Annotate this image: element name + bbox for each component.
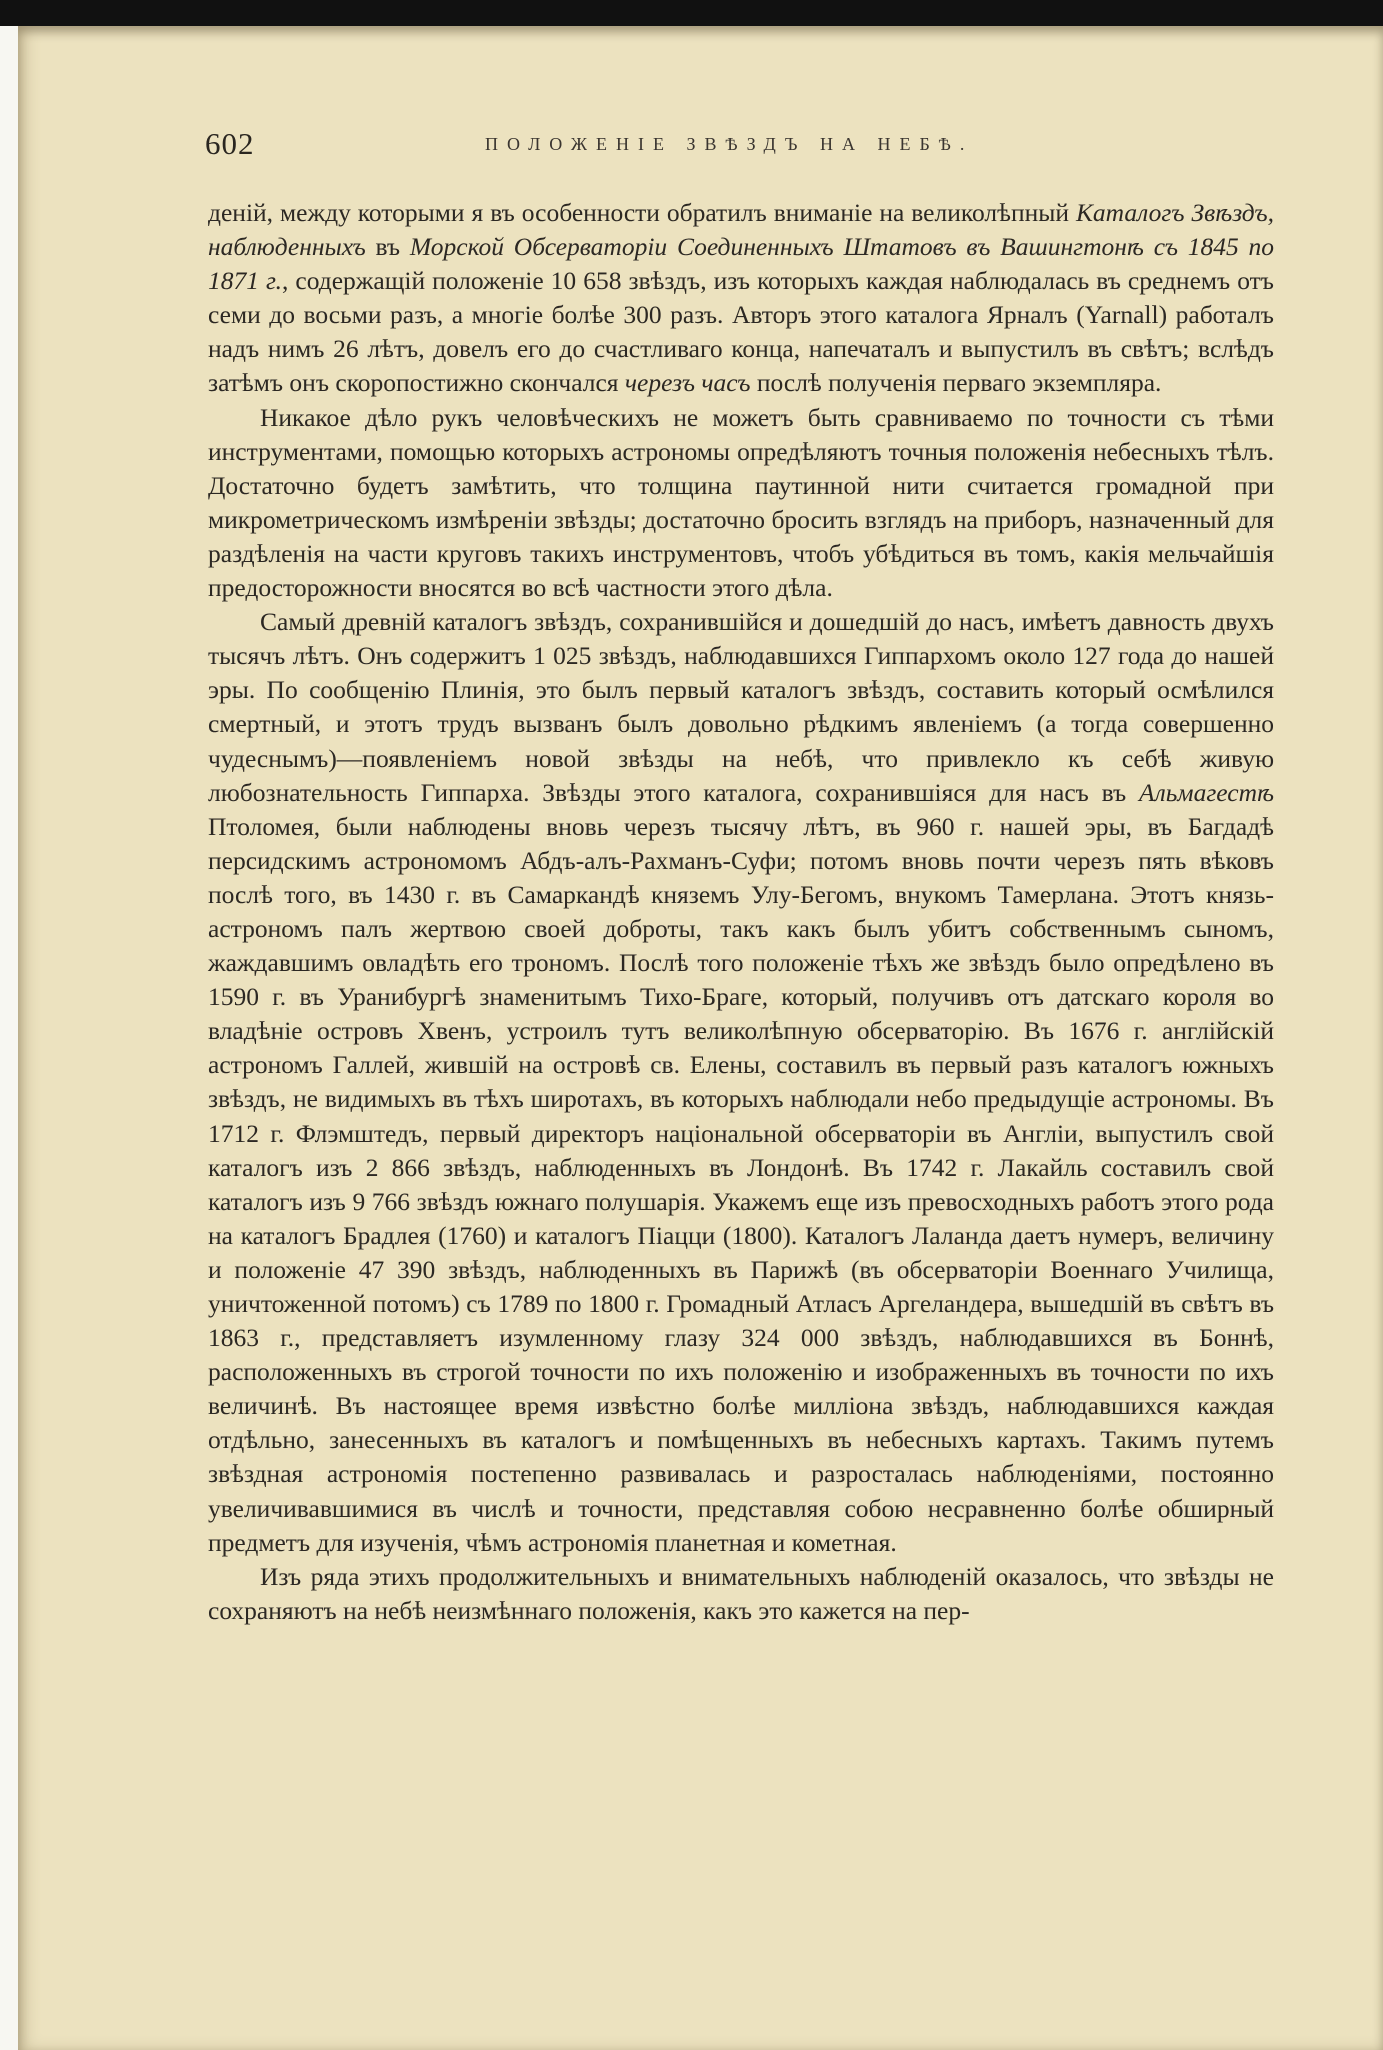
page-number: 602	[205, 126, 255, 161]
paragraph	[208, 196, 1274, 401]
page-header	[205, 126, 1275, 166]
body-text	[208, 196, 1274, 1628]
scan-border	[0, 0, 1383, 26]
running-title: ПОЛОЖЕНІЕ ЗВѢЗДЪ НА НЕБѢ.	[485, 134, 974, 154]
italic-text: Морской Обсерваторіи Соединенныхъ Штатовъ въ Вашингтонѣ съ 1845 по 1871 г.	[208, 232, 1274, 296]
text-run: Изъ ряда этихъ продолжительныхъ и внимательныхъ наблюденій оказалось, что звѣзды не сохраняютъ на небѣ неизмѣннаго положенія, какъ это кажется на пер-	[208, 1561, 1274, 1625]
text-run: Никакое дѣло рукъ человѣческихъ не можетъ быть сравниваемо по точности съ тѣми инструментами, помощью которыхъ астрономы опредѣляютъ точныя положенія небесныхъ тѣлъ. Достаточно будетъ замѣтить, что толщина паутинной нити считается громадной при микрометрическомъ измѣреніи звѣзды; достаточно бросить взглядъ на приборъ, назначенный для раздѣленія на части круговъ такихъ инструментовъ, чтобъ убѣдиться въ томъ, какія мельчайшія предосторожности вносятся во всѣ частности этого дѣла.	[208, 402, 1274, 603]
italic-text: Каталогъ Звѣздъ, наблюденныхъ	[208, 198, 1274, 262]
text-run: деній, между которыми я въ особенности обратилъ вниманіе на великолѣпный	[208, 198, 1076, 227]
text-run: , содержащій положеніе 10 658 звѣздъ, изъ которыхъ каждая наблюдалась въ среднемъ отъ семи до восьми разъ, а многіе болѣе 300 разъ. Авторъ этого каталога Ярналъ (Yarnall) работалъ надъ нимъ 26 лѣтъ, довелъ его до счастливаго конца, напечаталъ и выпустилъ въ свѣтъ; вслѣдъ затѣмъ онъ скоропостижно скончался	[208, 266, 1274, 398]
text-run: Птоломея, были наблюдены вновь черезъ тысячу лѣтъ, въ 960 г. нашей эры, въ Багдадѣ персидскимъ астрономомъ Абдъ-алъ-Рахманъ-Суфи; потомъ вновь почти черезъ пять вѣковъ послѣ того, въ 1430 г. въ Самаркандѣ княземъ Улу-Бегомъ, внукомъ Тамерлана. Этотъ князь-астрономъ палъ жертвою своей доброты, такъ какъ былъ убитъ собственнымъ сыномъ, жаждавшимъ овладѣть его трономъ. Послѣ того положеніе тѣхъ же звѣздъ было опредѣлено въ 1590 г. въ Уранибургѣ знаменитымъ Тихо-Браге, который, получивъ отъ датскаго короля во владѣніе островъ Хвенъ, устроилъ тутъ великолѣпную обсерваторію. Въ 1676 г. англійскій астрономъ Галлей, жившій на островѣ св. Елены, составилъ въ первый разъ каталогъ южныхъ звѣздъ, не видимыхъ въ тѣхъ широтахъ, въ которыхъ наблюдали небо предыдущіе астрономы. Въ 1712 г. Флэмштедъ, первый директоръ національной обсерваторіи въ Англіи, выпустилъ свой каталогъ изъ 2 866 звѣздъ, наблюденныхъ въ Лондонѣ. Въ 1742 г. Лакайль составилъ свой каталогъ изъ 9 766 звѣздъ южнаго полушарія. Укажемъ еще изъ превосходныхъ работъ этого рода на каталогъ Брадлея (1760) и каталогъ Піацци (1800). Каталогъ Лаланда даетъ нумеръ, величину и положеніе 47 390 звѣздъ, наблюденныхъ въ Парижѣ (въ обсерваторіи Военнаго Училища, уничтоженной потомъ) съ 1789 по 1800 г. Громадный Атласъ Аргеландера, вышедшій въ свѣтъ въ 1863 г., представляетъ изумленному глазу 324 000 звѣздъ, наблюдавшихся въ Боннѣ, расположенныхъ въ строгой точности по ихъ положенію и изображенныхъ въ точности по ихъ величинѣ. Въ настоящее время извѣстно болѣе милліона звѣздъ, наблюдавшихся каждая отдѣльно, занесенныхъ въ каталогъ и помѣщенныхъ въ небесныхъ картахъ. Такимъ путемъ звѣздная астрономія постепенно развивалась и разросталась наблюденіями, постоянно увеличивавшимися въ числѣ и точности, представляя собою несравненно болѣе обширный предметъ для изученія, чѣмъ астрономія планетная и кометная.	[208, 811, 1274, 1557]
paragraph	[208, 605, 1274, 1560]
paragraph	[208, 1560, 1274, 1628]
italic-text: Альмагестѣ	[1139, 777, 1274, 807]
italic-text: черезъ часъ	[624, 368, 751, 398]
paragraph	[208, 401, 1274, 606]
text-run: послѣ полученія перваго экземпляра.	[750, 368, 1162, 398]
text-run: въ	[365, 232, 410, 262]
text-run: Самый древній каталогъ звѣздъ, сохранившійся и дошедшій до насъ, имѣетъ давность двухъ тысячъ лѣтъ. Онъ содержитъ 1 025 звѣздъ, наблюдавшихся Гиппархомъ около 127 года до нашей эры. По сообщенію Плинія, это былъ первый каталогъ звѣздъ, составить который осмѣлился смертный, и этотъ трудъ вызванъ былъ довольно рѣдкимъ явленіемъ (а тогда совершенно чудеснымъ)—появленіемъ новой звѣзды на небѣ, что привлекло къ себѣ живую любознательность Гиппарха. Звѣзды этого каталога, сохранившіяся для насъ въ	[208, 607, 1274, 807]
